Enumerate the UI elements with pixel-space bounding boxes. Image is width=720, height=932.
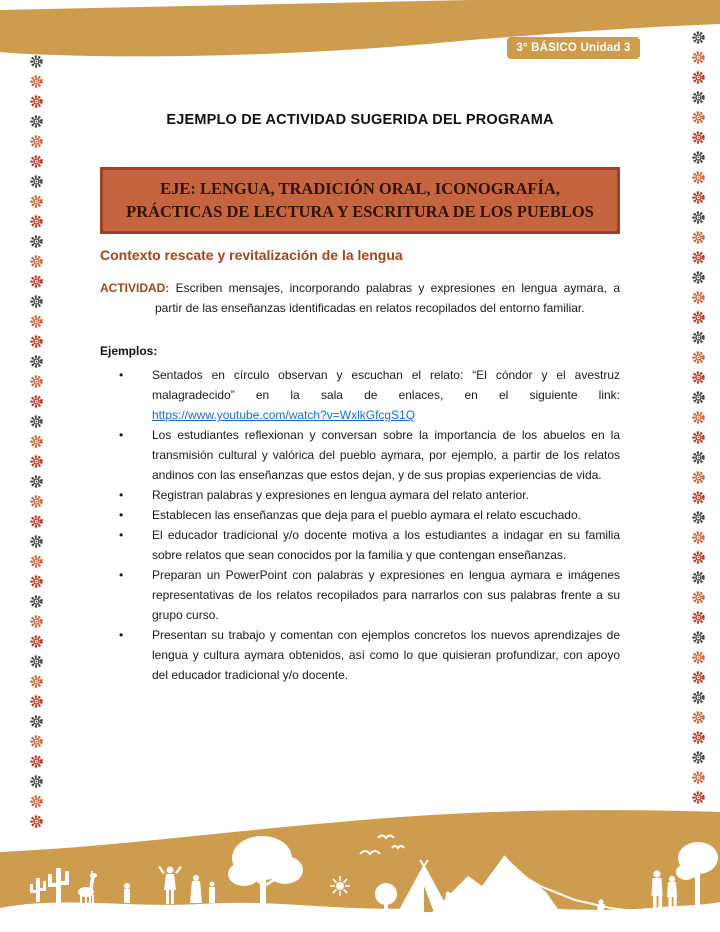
bullet-icon: • (119, 528, 124, 542)
bullet-icon: • (119, 368, 124, 382)
example-text: Presentan su trabajo y comentan con ejemplos concretos los nuevos aprendizajes de lengua y cultura aymara obtenidos, así como lo que quisieran profundizar, con apoyo del educador tradicional y/o docente. (152, 628, 620, 682)
textile-motif-icon (29, 714, 44, 729)
eje-banner-line1: EJE: LENGUA, TRADICIÓN ORAL, ICONOGRAFÍA, (160, 179, 560, 198)
textile-motif-icon (29, 694, 44, 709)
document-body (0, 62, 720, 685)
example-item (100, 365, 620, 425)
youtube-link[interactable]: https://www.youtube.com/watch?v=WxlkGfcgS1Q (152, 408, 416, 422)
example-item (100, 625, 620, 685)
sunburst-silhouette (330, 876, 350, 896)
page-title: EJEMPLO DE ACTIVIDAD SUGERIDA DEL PROGRAMA (166, 112, 554, 128)
examples-list (100, 365, 620, 685)
bullet-icon: • (119, 488, 124, 502)
bullet-icon: • (119, 568, 124, 582)
textile-motif-icon (691, 710, 706, 725)
context-subheading: Contexto rescate y revitalización de la lengua (100, 247, 403, 263)
textile-motif-icon (691, 750, 706, 765)
bullet-icon: • (119, 628, 124, 642)
textile-motif-icon (691, 730, 706, 745)
textile-motif-icon (691, 690, 706, 705)
activity-label: ACTIVIDAD: (100, 281, 170, 295)
examples-label: Ejemplos: (100, 344, 158, 358)
eje-banner-line2: PRÁCTICAS DE LECTURA Y ESCRITURA DE LOS PUEBLOS (126, 202, 594, 221)
example-item (100, 565, 620, 625)
example-text: Sentados en círculo observan y escuchan el relato: “El cóndor y el avestruz malagradecido” en la sala de enlaces, en el siguiente link: (152, 368, 620, 402)
activity-paragraph (100, 278, 620, 318)
example-item (100, 505, 620, 525)
example-item (100, 525, 620, 565)
unit-badge: 3° BÁSICO Unidad 3 (507, 37, 640, 59)
example-text: El educador tradicional y/o docente motiva a los estudiantes a indagar en su familia sobre relatos que sean conocidos por la familia y que contengan enseñanzas. (152, 528, 620, 562)
textile-motif-icon (29, 734, 44, 749)
landscape-illustration (0, 782, 720, 932)
textile-motif-icon (29, 754, 44, 769)
example-text: Preparan un PowerPoint con palabras y expresiones en lengua aymara e imágenes representativas de los relatos recopilados para narrarlos con sus palabras frente a su grupo curso. (152, 568, 620, 622)
bullet-icon: • (119, 508, 124, 522)
bullet-icon: • (119, 428, 124, 442)
example-item (100, 425, 620, 485)
example-text: Los estudiantes reflexionan y conversan sobre la importancia de los abuelos en la transmisión cultural y valórica del pueblo aymara, por ejemplo, a partir de los relatos andinos con las enseñanzas que estos dejan, y de sus propias experiencias de vida. (152, 428, 620, 482)
example-text: Registran palabras y expresiones en lengua aymara del relato anterior. (152, 488, 529, 502)
textile-motif-icon (691, 30, 706, 45)
activity-text: Escriben mensajes, incorporando palabras y expresiones en lengua aymara, a partir de las enseñanzas identificadas en relatos recopilados del entorno familiar. (155, 281, 620, 315)
example-item (100, 485, 620, 505)
eje-banner (100, 167, 620, 234)
example-text: Establecen las enseñanzas que deja para el pueblo aymara el relato escuchado. (152, 508, 581, 522)
